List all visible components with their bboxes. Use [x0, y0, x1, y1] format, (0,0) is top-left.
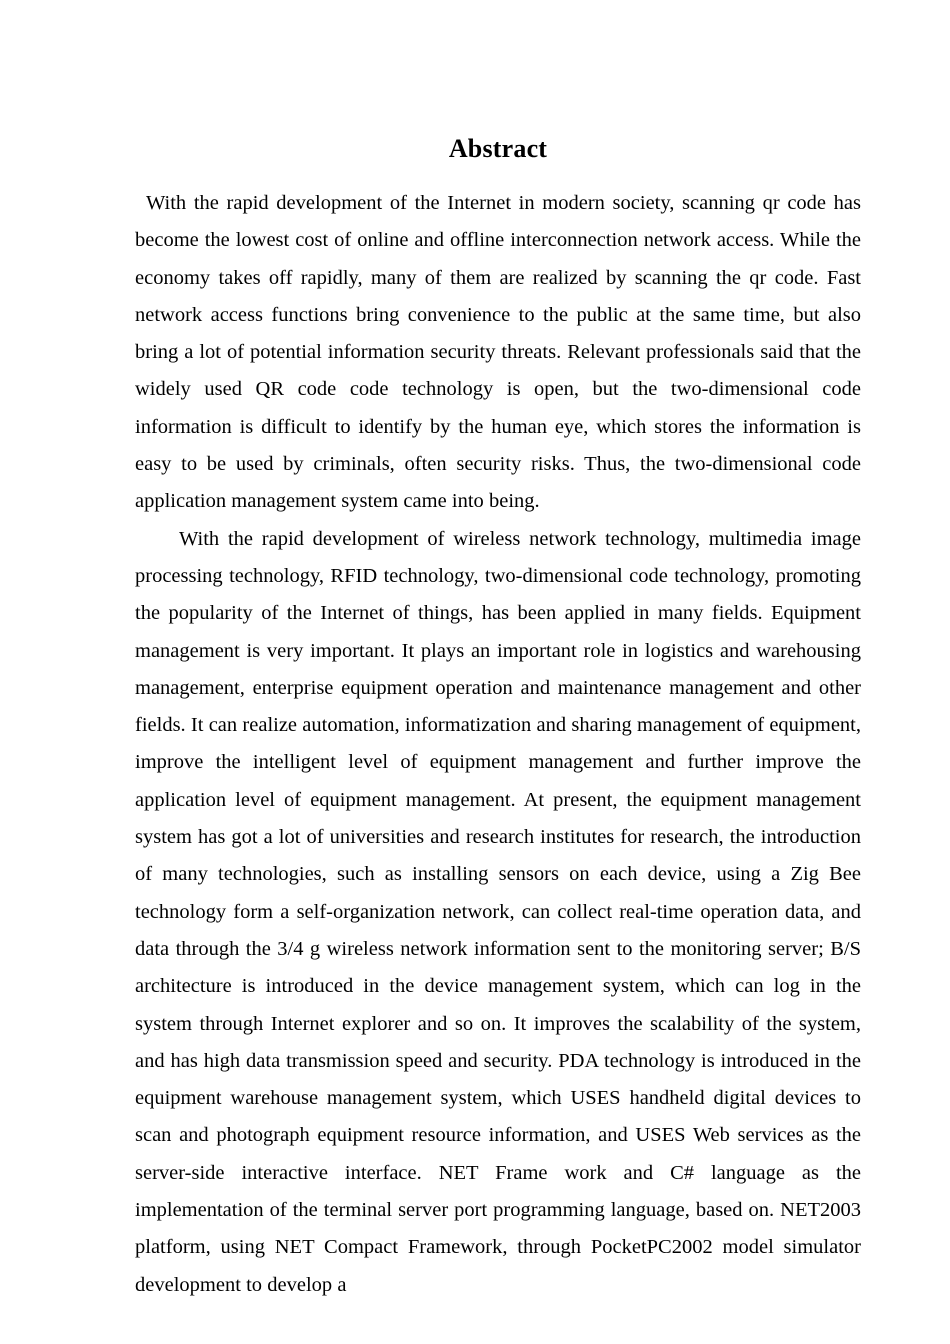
- abstract-body: [135, 185, 861, 1304]
- abstract-paragraph-2: With the rapid development of wireless network technology, multimedia image processing technology, RFID technology, two-dimensional code technology, promoting the popularity of the Internet of things, has been applied in many fields. Equipment management is very important. It plays an important role in logistics and warehousing management, enterprise equipment operation and maintenance management and other fields. It can realize automation, informatization and sharing management of equipment, improve the intelligent level of equipment management and further improve the application level of equipment management. At present, the equipment management system has got a lot of universities and research institutes for research, the introduction of many technologies, such as installing sensors on each device, using a Zig Bee technology form a self-organization network, can collect real-time operation data, and data through the 3/4 g wireless network information sent to the monitoring server; B/S architecture is introduced in the device management system, which can log in the system through Internet explorer and so on. It improves the scalability of the system, and has high data transmission speed and security. PDA technology is introduced in the equipment warehouse management system, which USES handheld digital devices to scan and photograph equipment resource information, and USES Web services as the server-side interactive interface. NET Frame work and C# language as the implementation of the terminal server port programming language, based on. NET2003 platform, using NET Compact Framework, through PocketPC2002 model simulator development to develop a: [135, 527, 861, 1296]
- page-title: Abstract: [448, 134, 548, 163]
- abstract-paragraph-1: With the rapid development of the Internet in modern society, scanning qr code has become the lowest cost of online and offline interconnection network access. While the economy takes off rapidly, many of them are realized by scanning the qr code. Fast network access functions bring convenience to the public at the same time, but also bring a lot of potential information security threats. Relevant professionals said that the widely used QR code code technology is open, but the two-dimensional code information is difficult to identify by the human eye, which stores the information is easy to be used by criminals, often security risks. Thus, the two-dimensional code application management system came into being.: [135, 192, 861, 513]
